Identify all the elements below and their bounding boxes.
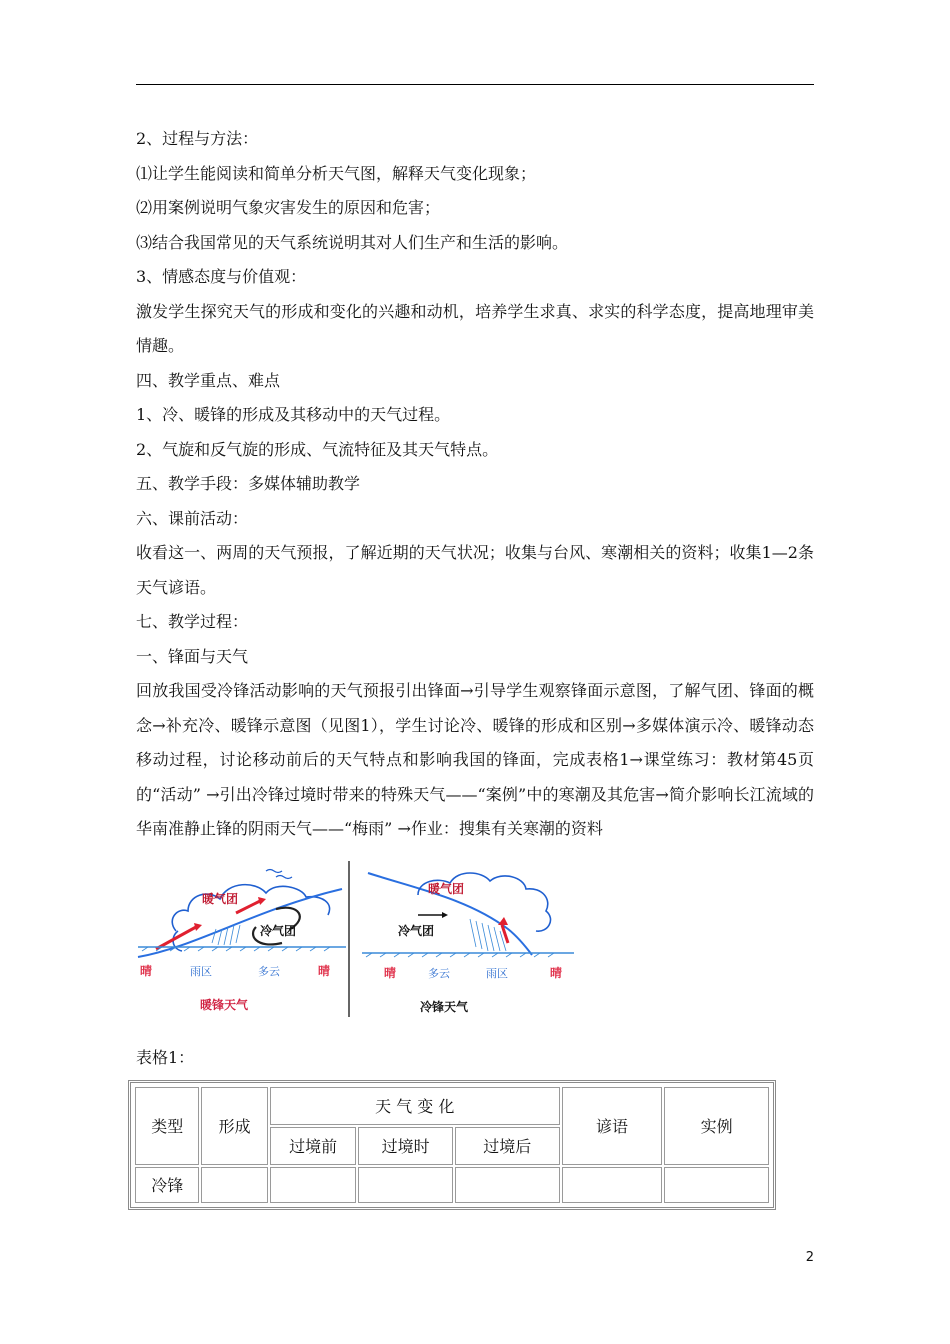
sunny-label-right: 晴	[550, 965, 563, 980]
warm-mass-label: 暖气团	[202, 891, 239, 906]
header-weather-change: 天 气 变 化	[270, 1087, 560, 1125]
table-cell: 冷锋	[135, 1167, 199, 1203]
section-key-points-heading: 四、教学重点、难点	[136, 370, 281, 390]
table-cell	[455, 1167, 560, 1203]
paragraph-attitude-heading: 3、情感态度与价值观：	[136, 267, 307, 286]
section-teaching-means: 五、教学手段：多媒体辅助教学	[136, 474, 361, 493]
cold-front-caption: 冷锋天气	[420, 999, 469, 1014]
rain-area-label: 雨区	[486, 966, 508, 980]
header-type: 类型	[135, 1087, 199, 1165]
sunny-label-left: 晴	[140, 963, 153, 978]
header-during: 过境时	[358, 1127, 453, 1165]
header-after: 过境后	[455, 1127, 560, 1165]
paragraph-process-text: 回放我国受冷锋活动影响的天气预报引出锋面→引导学生观察锋面示意图，了解气团、锋面的概念→补充冷、暖锋示意图（见图1），学生讨论冷、暖锋的形成和区别→多媒体演示冷、暖锋动态移动过程，讨论移动前后的天气特点和影响我国的锋面，完成表格1→课堂练习：教材第45页的“活动” →引出冷锋过境时带来的特殊天气——“案例”中的寒潮及其危害→简介影响长江流域的华南准静止锋的阴雨天气——“梅雨” →作业：搜集有关寒潮的资料	[136, 681, 814, 838]
table-cell	[358, 1167, 453, 1203]
front-diagrams	[136, 859, 814, 1019]
paragraph-key-point-1: 1、冷、暖锋的形成及其移动中的天气过程。	[136, 405, 451, 424]
table-cell	[562, 1167, 663, 1203]
sunny-label-right: 晴	[318, 963, 331, 978]
table-cell	[201, 1167, 267, 1203]
header-formation: 形成	[201, 1087, 267, 1165]
paragraph-attitude-text: 激发学生探究天气的形成和变化的兴趣和动机，培养学生求真、求实的科学态度，提高地理审美情趣。	[136, 301, 814, 355]
header-rule	[136, 84, 814, 85]
paragraph-key-point-2: 2、气旋和反气旋的形成、气流特征及其天气特点。	[136, 439, 499, 459]
table-row	[135, 1167, 769, 1203]
cold-front-diagram	[358, 859, 580, 1019]
subsection-front-weather: 一、锋面与天气	[136, 646, 249, 666]
cloudy-label: 多云	[258, 964, 280, 978]
paragraph-method-1: ⑴让学生能阅读和简单分析天气图，解释天气变化现象；	[136, 163, 537, 183]
warm-front-caption: 暖锋天气	[200, 997, 249, 1012]
rain-area-label: 雨区	[190, 964, 212, 978]
paragraph-process-method: 2、过程与方法：	[136, 129, 259, 148]
section-preclass-heading: 六、课前活动：	[136, 508, 249, 528]
table-caption: 表格1：	[136, 1047, 195, 1067]
paragraph-method-3: ⑶结合我国常见的天气系统说明其对人们生产和生活的影响。	[136, 232, 569, 252]
front-weather-table	[128, 1080, 776, 1210]
cold-mass-label: 冷气团	[260, 923, 297, 938]
section-process-heading: 七、教学过程：	[136, 612, 249, 631]
table-cell	[270, 1167, 357, 1203]
paragraph-preclass-text: 收看这一、两周的天气预报，了解近期的天气状况；收集与台风、寒潮相关的资料；收集1—2条天气谚语。	[136, 543, 814, 597]
header-proverb: 谚语	[562, 1087, 663, 1165]
cold-mass-label: 冷气团	[398, 923, 435, 938]
header-before: 过境前	[270, 1127, 357, 1165]
table-cell	[664, 1167, 769, 1203]
diagram-separator	[348, 861, 350, 1017]
cloudy-label: 多云	[428, 966, 450, 980]
warm-mass-label: 暖气团	[428, 881, 465, 896]
paragraph-method-2: ⑵用案例说明气象灾害发生的原因和危害；	[136, 198, 441, 217]
document-body	[136, 122, 814, 1210]
header-example: 实例	[664, 1087, 769, 1165]
page-number: 2	[805, 1250, 814, 1265]
sunny-label-left: 晴	[384, 965, 397, 980]
warm-front-diagram	[136, 859, 348, 1019]
